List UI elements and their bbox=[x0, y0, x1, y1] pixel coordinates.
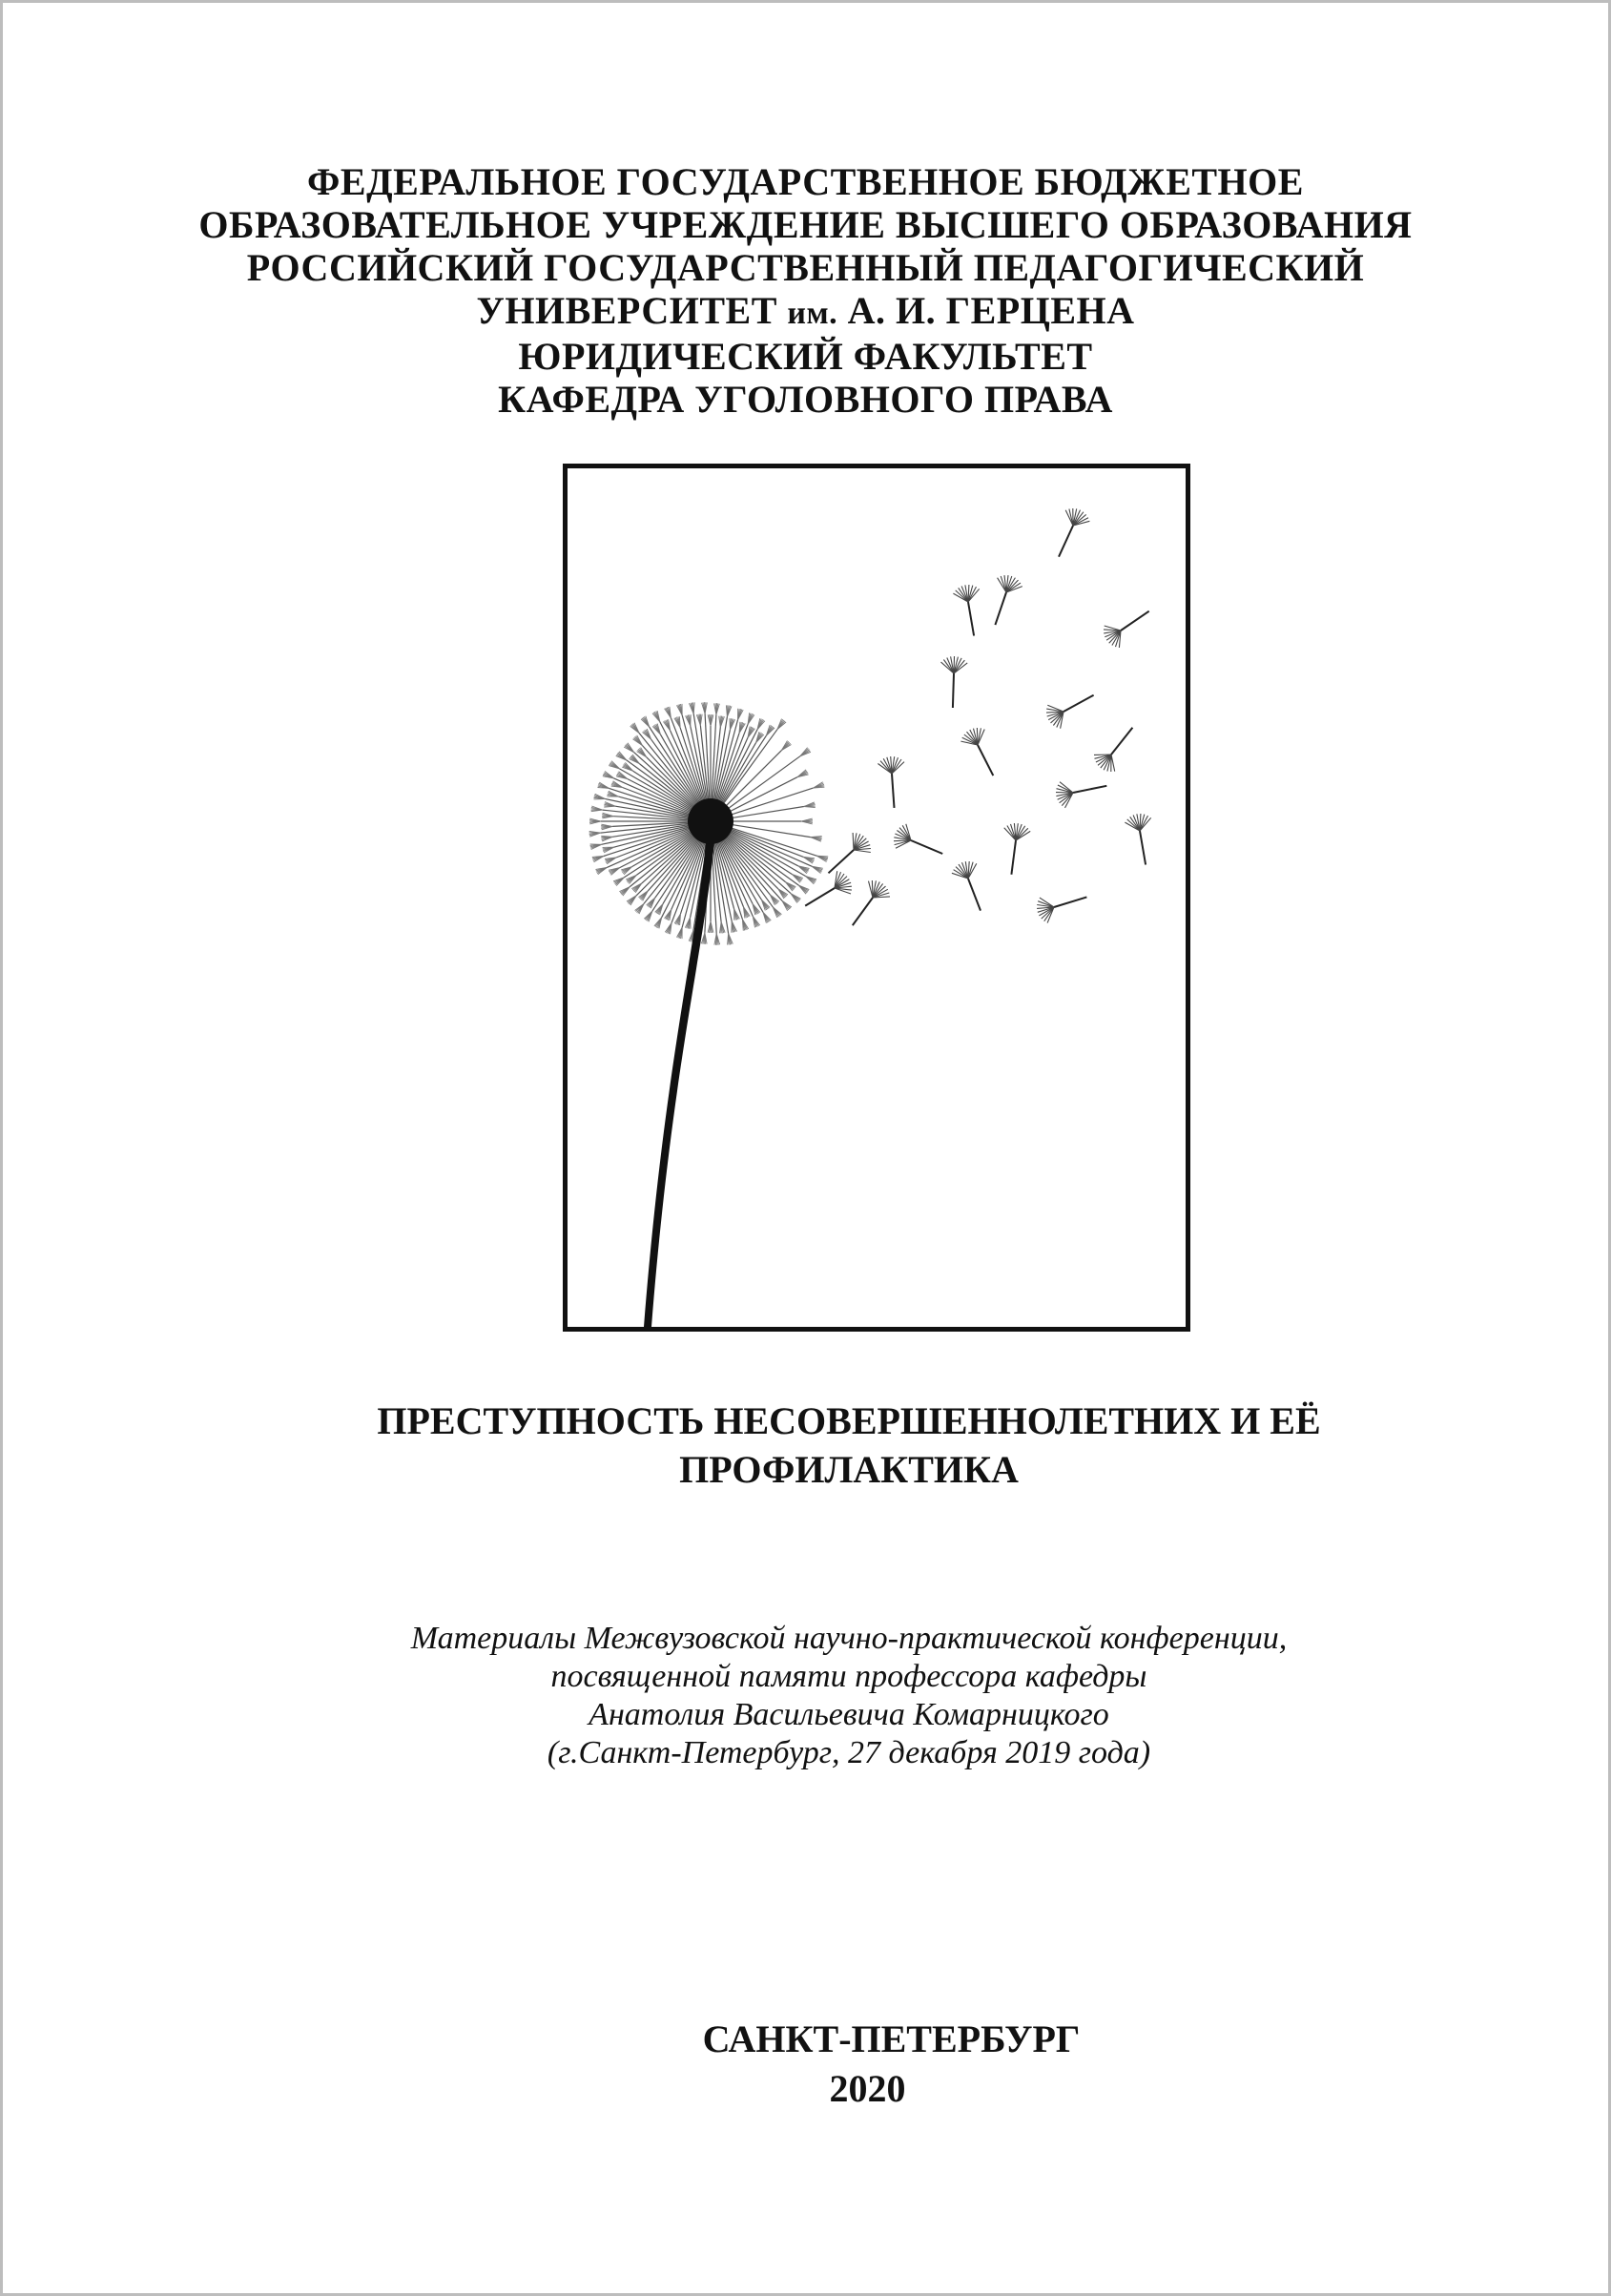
subtitle-line-3: Анатолия Васильевича Комарницкого bbox=[589, 1697, 1109, 1732]
dandelion-seed bbox=[1094, 728, 1132, 772]
header-line-2: ОБРАЗОВАТЕЛЬНОЕ УЧРЕЖДЕНИЕ ВЫСШЕГО ОБРАЗОВАНИЯ bbox=[198, 203, 1413, 246]
dandelion-seed bbox=[941, 656, 968, 708]
dandelion-tuft bbox=[728, 934, 729, 945]
dandelion-seed bbox=[1037, 897, 1086, 922]
dandelion-seed bbox=[995, 575, 1022, 625]
dandelion-seed bbox=[960, 728, 993, 776]
header-faculty: ЮРИДИЧЕСКИЙ ФАКУЛЬТЕТ bbox=[518, 335, 1093, 378]
header-university bbox=[0, 289, 1611, 335]
dandelion-tuft bbox=[601, 836, 612, 837]
dandelion-seed bbox=[853, 880, 890, 925]
imprint-year: 2020 bbox=[829, 2067, 906, 2110]
dandelion-illustration-svg bbox=[568, 468, 1186, 1327]
document-title bbox=[372, 1396, 1326, 1494]
dandelion-seed bbox=[1004, 823, 1031, 875]
header-department: КАФЕДРА УГОЛОВНОГО ПРАВА bbox=[498, 378, 1113, 421]
document-subtitle bbox=[277, 1620, 1421, 1772]
dandelion-tuft bbox=[693, 702, 694, 714]
university-prefix: УНИВЕРСИТЕТ bbox=[476, 289, 788, 332]
dandelion-tuft bbox=[804, 807, 816, 808]
subtitle-line-1: Материалы Межвузовской научно-практической конференции, bbox=[410, 1621, 1288, 1656]
university-im: им. bbox=[787, 296, 838, 331]
dandelion-seed bbox=[1059, 508, 1089, 557]
dandelion-stem bbox=[644, 831, 715, 1327]
dandelion-seed bbox=[894, 824, 942, 854]
dandelion-seed bbox=[829, 833, 871, 873]
university-suffix: А. И. ГЕРЦЕНА bbox=[837, 289, 1135, 332]
dandelion-seed bbox=[952, 861, 981, 911]
dandelion-illustration bbox=[563, 464, 1190, 1332]
institution-header bbox=[0, 160, 1611, 421]
subtitle-line-2: посвященной памяти профессора кафедры bbox=[550, 1659, 1147, 1694]
title-line-1: ПРЕСТУПНОСТЬ НЕСОВЕРШЕННОЛЕТНИХ И ЕЁ bbox=[377, 1399, 1321, 1442]
header-line-1: ФЕДЕРАЛЬНОЕ ГОСУДАРСТВЕННОЕ БЮДЖЕТНОЕ bbox=[307, 160, 1304, 203]
header-line-3: РОССИЙСКИЙ ГОСУДАРСТВЕННЫЙ ПЕДАГОГИЧЕСКИЙ bbox=[246, 246, 1365, 289]
dandelion-center bbox=[688, 798, 733, 844]
subtitle-line-4: (г.Санкт-Петербург, 27 декабря 2019 года) bbox=[547, 1735, 1151, 1770]
flying-seeds bbox=[805, 508, 1150, 925]
dandelion-seed bbox=[1046, 695, 1094, 729]
dandelion-seed bbox=[878, 756, 904, 808]
dandelion-seed bbox=[805, 871, 852, 905]
title-line-2: ПРОФИЛАКТИКА bbox=[679, 1448, 1019, 1491]
dandelion-seed bbox=[1104, 611, 1149, 648]
dandelion-seed bbox=[1056, 782, 1106, 808]
dandelion-seed bbox=[1125, 814, 1150, 865]
imprint bbox=[0, 2015, 1611, 2114]
dandelion-seed bbox=[953, 585, 979, 636]
imprint-city: САНКТ-ПЕТЕРБУРГ bbox=[702, 2017, 1081, 2060]
